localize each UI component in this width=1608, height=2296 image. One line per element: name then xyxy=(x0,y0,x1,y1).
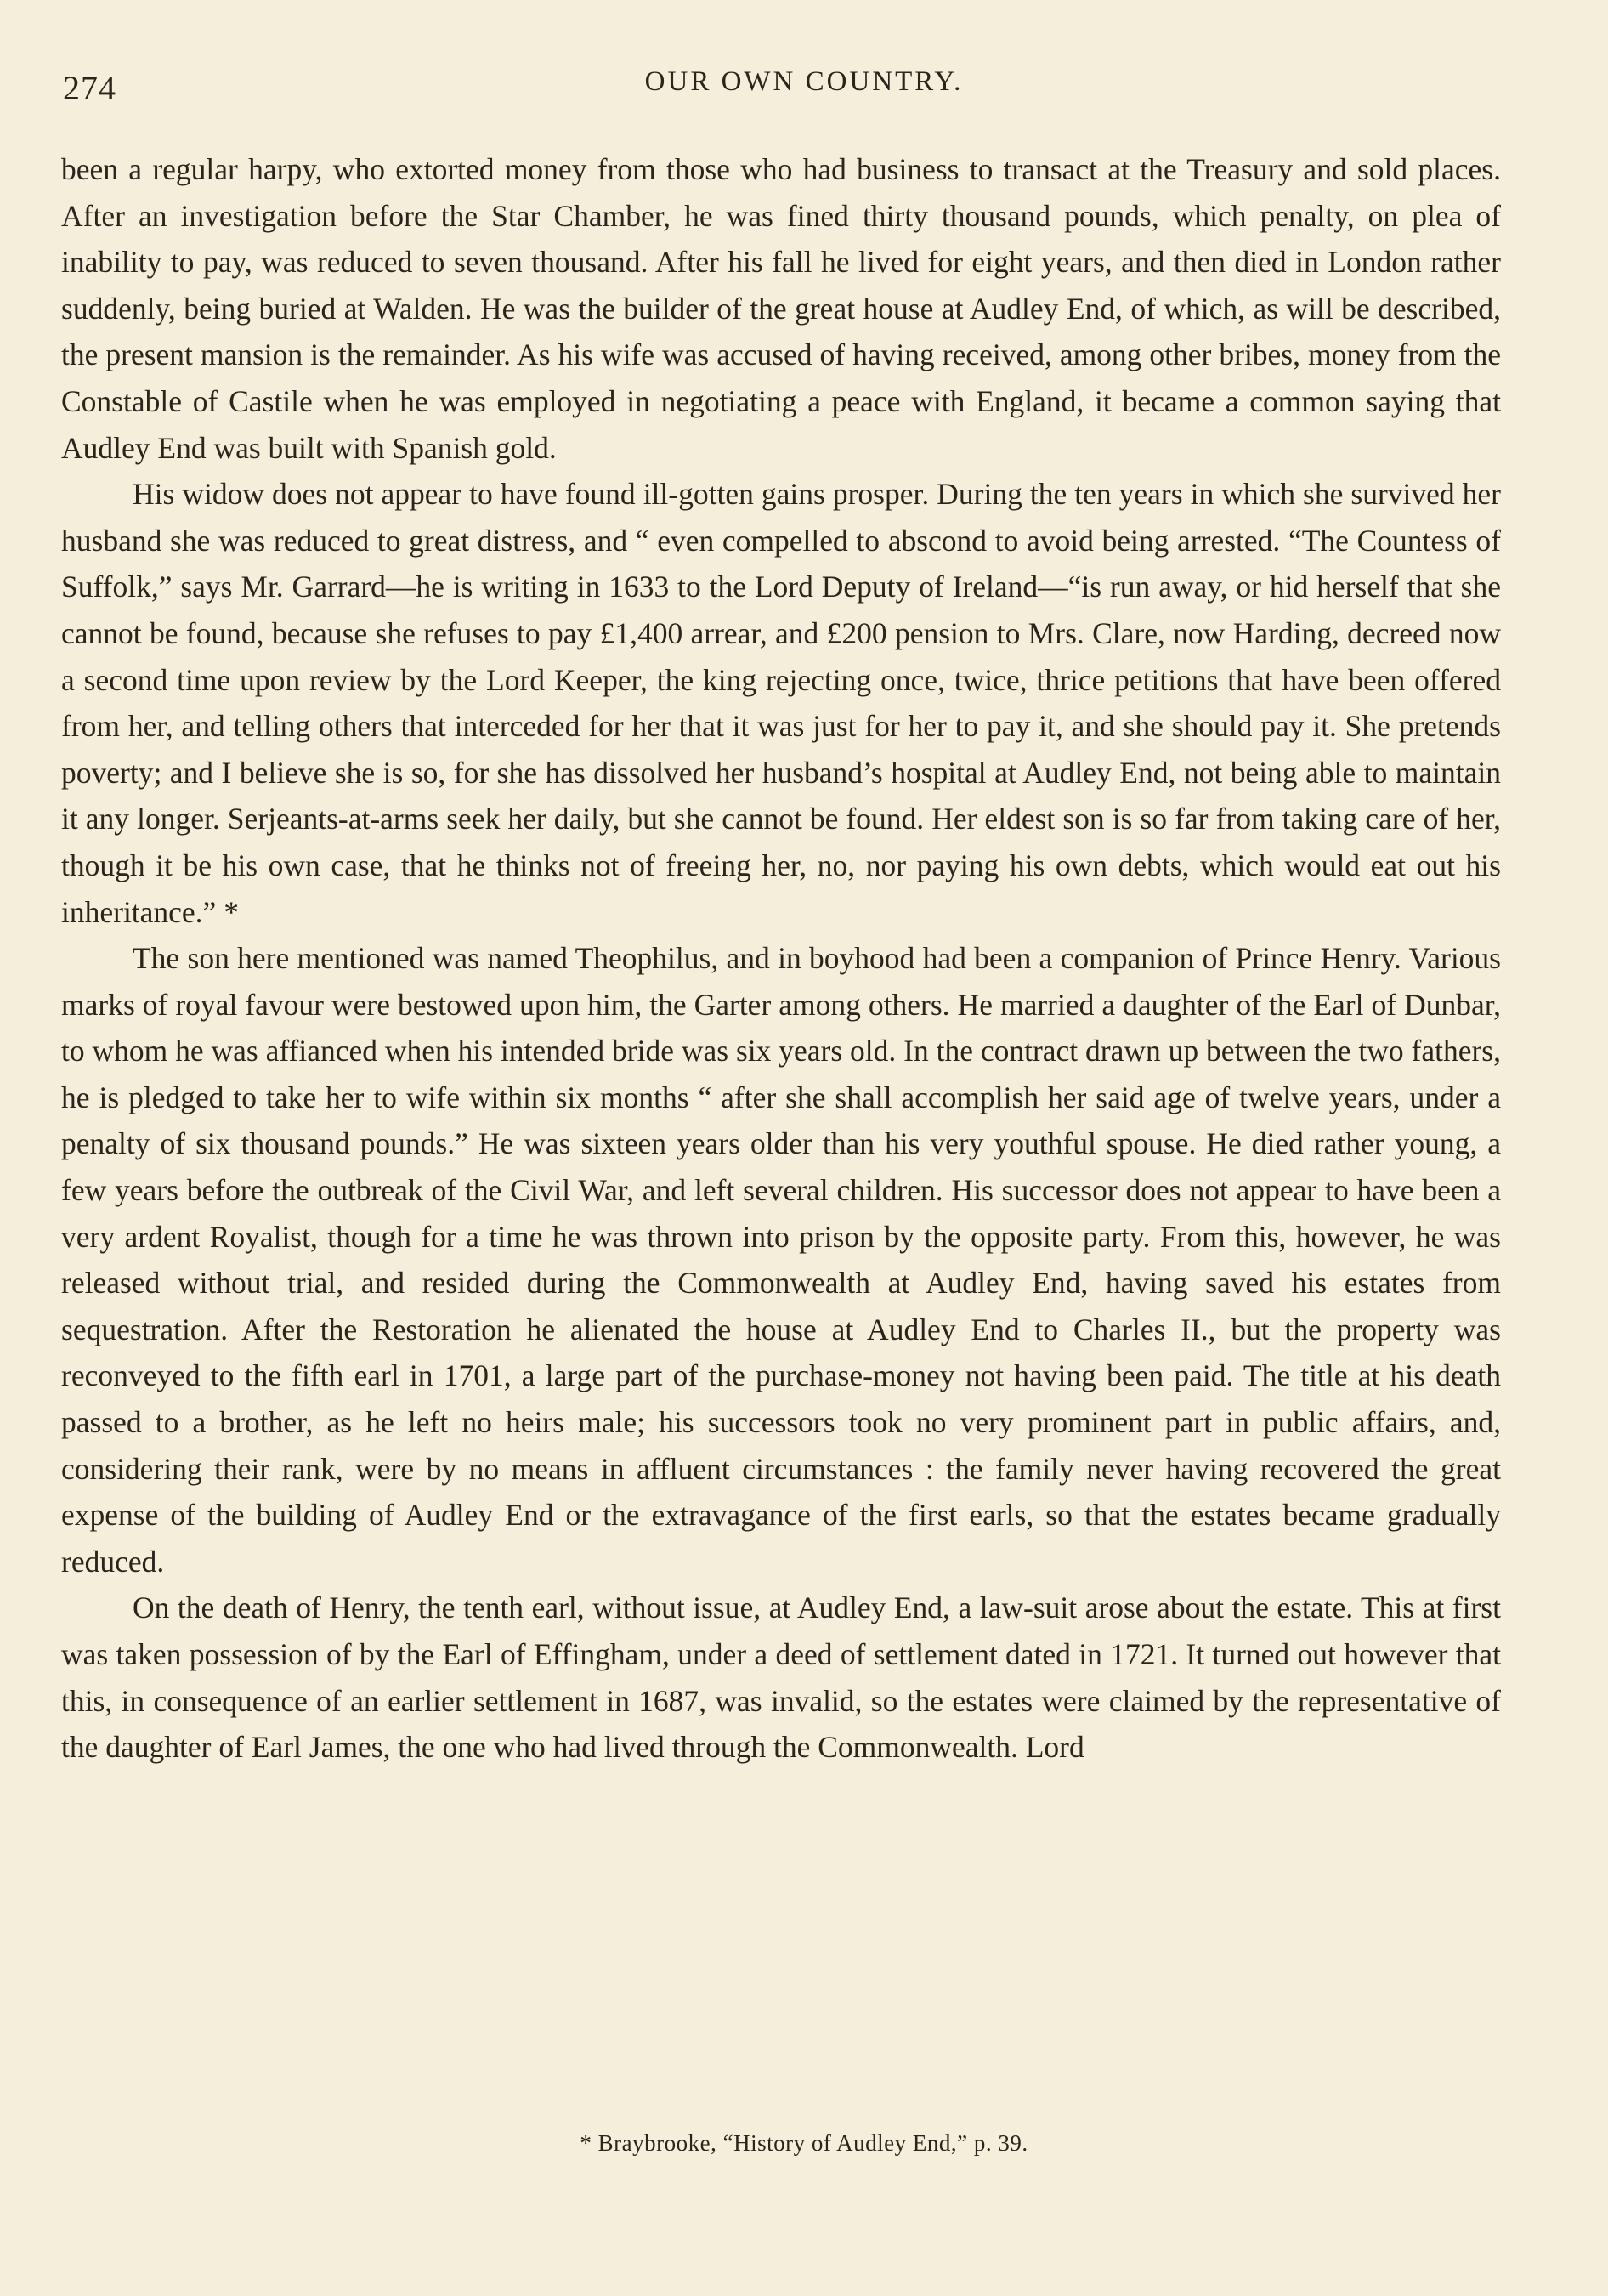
paragraph-3: The son here mentioned was named Theophilus, and in boyhood had been a companion of Prince Henry. Various marks of royal favour were bestowed upon him, the Garter among others. He married a daughter of the Earl of Dunbar, to whom he was affianced when his intended bride was six years old. In the contract drawn up between the two fathers, he is pledged to take her to wife within six months “ after she shall accomplish her said age of twelve years, under a penalty of six thousand pounds.” He was sixteen years older than his very youthful spouse. He died rather young, a few years before the outbreak of the Civil War, and left several children. His successor does not appear to have been a very ardent Royalist, though for a time he was thrown into prison by the opposite party. From this, however, he was released without trial, and resided during the Commonwealth at Audley End, having saved his estates from sequestration. After the Restoration he alienated the house at Audley End to Charles II., but the property was reconveyed to the fifth earl in 1701, a large part of the purchase-money not having been paid. The title at his death passed to a brother, as he left no heirs male; his successors took no very prominent part in public affairs, and, considering their rank, were by no means in affluent circumstances : the family never having recovered the great expense of the building of Audley End or the extravagance of the first earls, so that the estates became gradually reduced. xyxy=(61,941,1501,1579)
paragraph-2: His widow does not appear to have found ill-gotten gains prosper. During the ten years in which she survived her husband she was reduced to great distress, and “ even compelled to abscond to avoid being arrested. “The Countess of Suffolk,” says Mr. Garrard—he is writing in 1633 to the Lord Deputy of Ireland—“is run away, or hid herself that she cannot be found, because she refuses to pay £1,400 arrear, and £200 pension to Mrs. Clare, now Harding, decreed now a second time upon review by the Lord Keeper, the king rejecting once, twice, thrice petitions that have been offered from her, and telling others that interceded for her that it was just for her to pay it, and she should pay it. She pretends poverty; and I believe she is so, for she has dissolved her husband’s hospital at Audley End, not being able to maintain it any longer. Serjeants-at-arms seek her daily, but she cannot be found. Her eldest son is so far from taking care of her, though it be his own case, that he thinks not of freeing her, no, nor paying his own debts, which would eat out his inheritance.” * xyxy=(61,477,1501,929)
page-number: 274 xyxy=(63,69,116,107)
body-text xyxy=(61,146,1501,1771)
page-header xyxy=(59,58,1549,109)
paragraph-1: been a regular harpy, who extorted money from those who had business to transact at the Treasury and sold places. After an investigation before the Star Chamber, he was fined thirty thousand pounds, which penalty, on plea of inability to pay, was reduced to seven thousand. After his fall he lived for eight years, and then died in London rather suddenly, being buried at Walden. He was the builder of the great house at Audley End, of which, as will be described, the present mansion is the remainder. As his wife was accused of having received, among other bribes, money from the Constable of Castile when he was employed in negotiating a peace with England, it became a common saying that Audley End was built with Spanish gold. xyxy=(61,152,1501,465)
footnote: * Braybrooke, “History of Audley End,” p. 39. xyxy=(580,2130,1028,2156)
running-title: OUR OWN COUNTRY. xyxy=(644,66,964,97)
paragraph-4: On the death of Henry, the tenth earl, without issue, at Audley End, a law-suit arose about the estate. This at first was taken possession of by the Earl of Effingham, under a deed of settlement dated in 1721. It turned out however that this, in consequence of an earlier settlement in 1687, was invalid, so the estates were claimed by the representative of the daughter of Earl James, the one who had lived through the Commonwealth. Lord xyxy=(61,1590,1501,1765)
